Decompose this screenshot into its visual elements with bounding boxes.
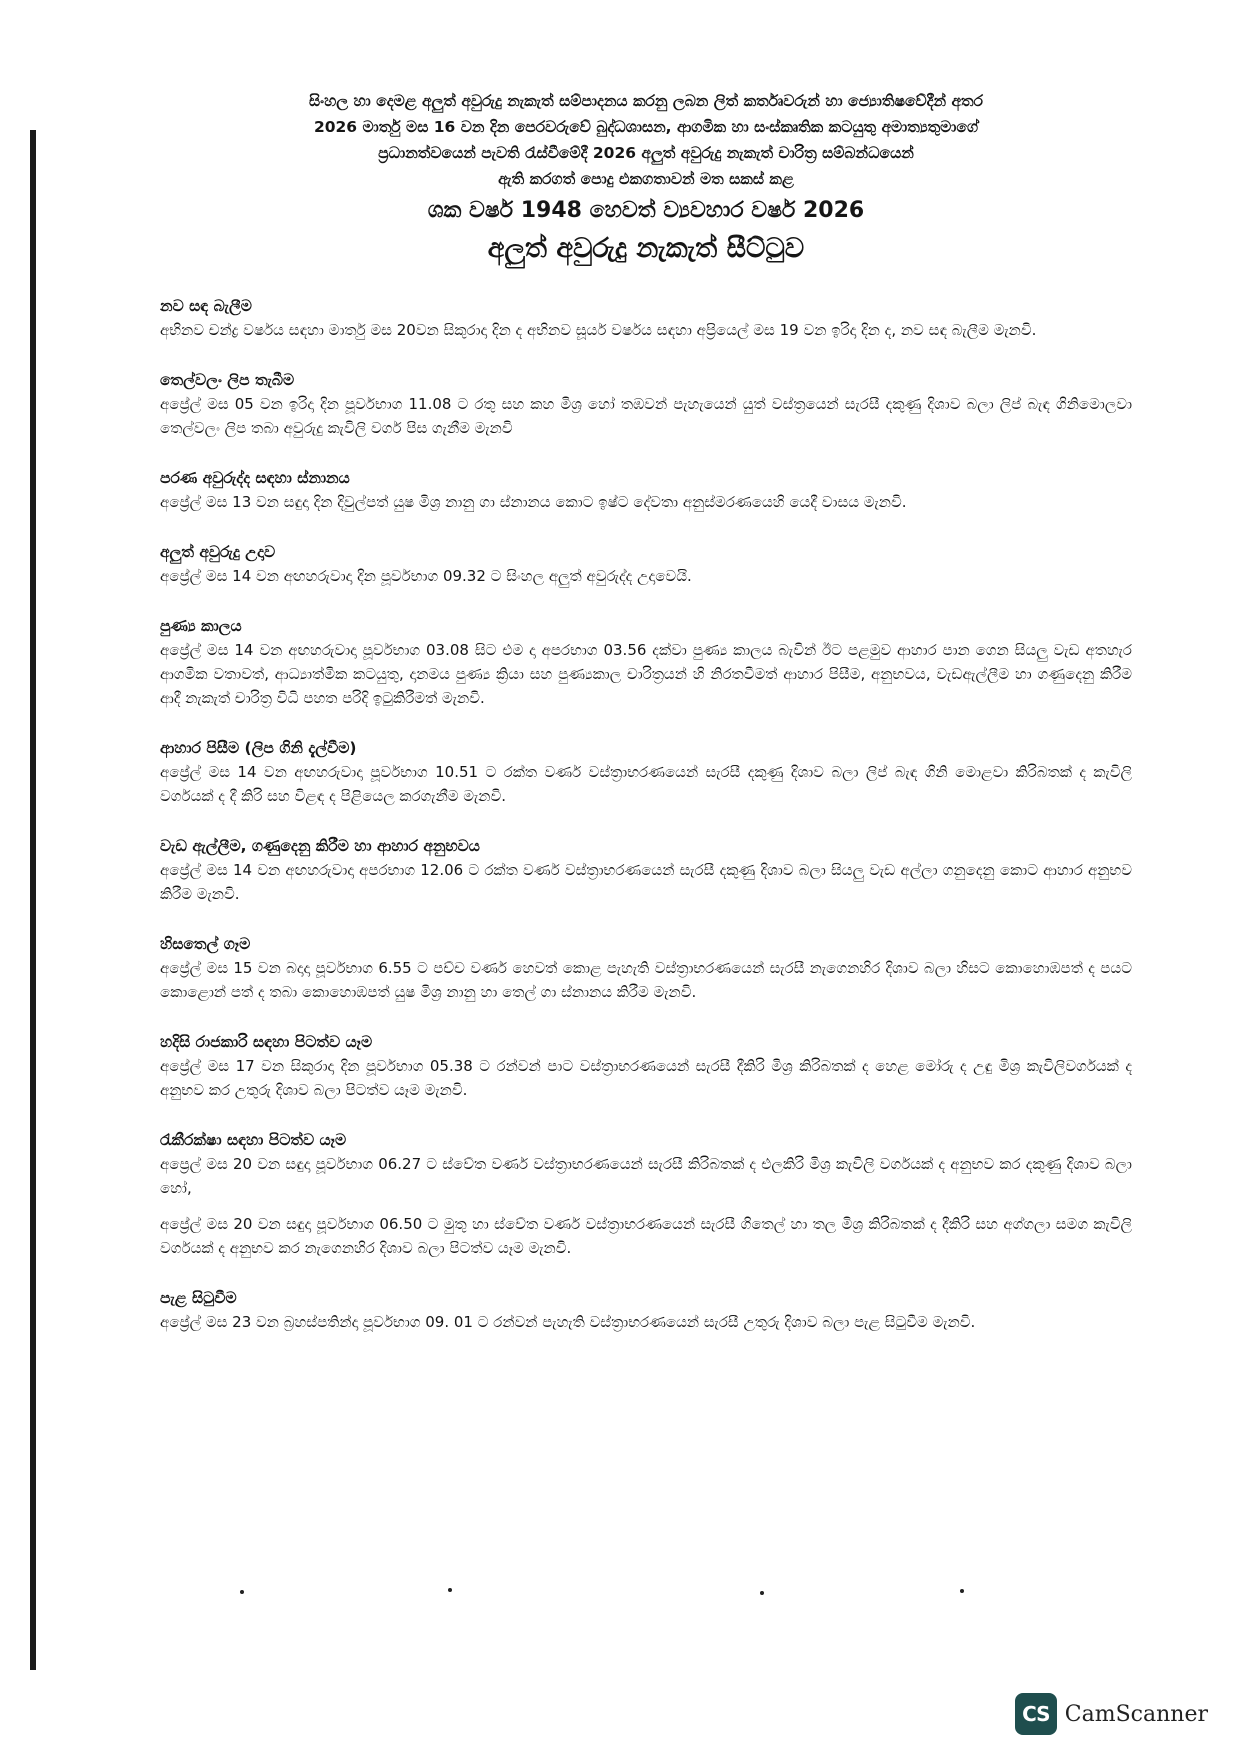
document-intro	[176, 88, 1116, 192]
scan-dot	[448, 1588, 452, 1592]
camscanner-logo-icon	[1015, 1693, 1057, 1735]
intro-line: 2026 මාර්තු මස 16 වන දින පෙරවරුවේ බුද්ධශාසන, ආගමික හා සංස්කෘතික කටයුතු අමාත්‍යතුමාගේ	[313, 118, 979, 136]
camscanner-label: CamScanner	[1064, 1701, 1208, 1727]
section-paragraph: අප්‍රෙල් මස 20 වන සඳුදා පූර්වභාග 06.27 ට ස්වේත වර්ණ වස්ත්‍රාභරණයෙන් සැරසී කිරිබතක් ද එලකිරි මිශ්‍ර කැවිලි වර්ගයක් ද අනුභව කර දකුණු දිශාව බලා හෝ,	[160, 1155, 1132, 1197]
camscanner-watermark	[1015, 1693, 1208, 1735]
document-page	[160, 88, 1132, 1360]
section-paragraph: අප්‍රේල් මස 17 වන සිකුරාදා දින පූර්වභාග 05.38 ට රන්වන් පාට වස්ත්‍රාභරණයෙන් සැරසී දීකිරි මිශ්‍ර කිරිබතක් ද හෙළ මෝරු ද උඳු මිශ්‍ර කැවිලිවර්ගයක් ද අනුභව කර උතුරු දිශාව බලා පිටත්ව යෑම මැනවි.	[160, 1057, 1132, 1099]
section-paragraph: අභිනව චන්ද්‍ර වර්ෂය සඳහා මාර්තු මස 20වන සිකුරාදා දින ද අභිනව සූර්ය වර්ෂය සඳහා අප්‍රියෙල් මස 19 වන ඉරිදා දින ද, නව සඳ බැලීම මැනවි.	[160, 321, 1037, 339]
document-section	[160, 294, 1132, 342]
section-heading: හදිසි රාජකාරි සඳහා පිටත්ව යෑම	[160, 1033, 373, 1051]
document-section	[160, 614, 1132, 710]
intro-line: ප්‍රධානත්වයෙන් පැවති රැස්වීමේදී 2026 අලුත් අවුරුදු නැකැත් චාරිත්‍ර සම්බන්ධයෙන්	[378, 144, 914, 162]
section-heading: රැකීරක්ෂා සඳහා පිටත්ව යෑම	[160, 1131, 347, 1149]
document-section	[160, 368, 1132, 440]
scan-edge-shadow	[30, 130, 36, 1670]
scan-dot	[240, 1590, 244, 1594]
document-section	[160, 932, 1132, 1004]
document-section	[160, 1286, 1132, 1334]
document-title: අලුත් අවුරුදු නැකැත් සීට්ටුව	[487, 233, 805, 264]
section-paragraph: අප්‍රේල් මස 13 වන සඳුදා දින දිවුල්පත් යුෂ මිශ්‍ර නානු ගා ස්නානය කොට ඉෂ්ට දේවතා අනුස්මරණයෙහි යෙදී වාසය මැනවි.	[160, 493, 907, 511]
section-paragraph: අප්‍රේල් මස 20 වන සඳුදා පූර්වභාග 06.50 ට මුතු හා ස්වේත වර්ණ වස්ත්‍රාභරණයෙන් සැරසී ගිතෙල් හා තල මිශ්‍ර කිරිබතක් ද දීකිරි සහ අග්ගලා සමග කැවිලි වර්ගයක් ද අනුභව කර නැගෙනහිර දිශාව බලා පිටත්ව යෑම මැනවි.	[160, 1215, 1132, 1257]
intro-line: සිංහල හා දෙමළ අලුත් අවුරුදු නැකැත් සම්පාදනය කරනු ලබන ලිත් කර්තෘවරුන් හා ජ්‍යොතිෂවේදීන් අතර	[308, 92, 984, 110]
section-paragraph: අප්‍රේල් මස 14 වන අඟහරුවාදා පූර්වභාග 03.08 සිට එම දා අපරභාග 03.56 දක්වා පුණ්‍ය කාලය බැවින් ඊට පළමුව ආහාර පාන ගෙන සියලු වැඩ අතහැර ආගමික වතාවත්, ආධ්‍යාත්මික කටයුතු, දානමය පුණ්‍ය ක්‍රියා සහ පුණ්‍යකාල චාරිත්‍රයන් හි නිරතවීමත් ආහාර පිසීම, අනුභවය, වැඩඇල්ලීම හා ගණුදෙනු කිරීම ආදී නැකැත් චාරිත්‍ර විධි පහත පරිදි ඉටුකිරීමත් මැනවි.	[160, 641, 1132, 707]
scan-dot	[960, 1589, 964, 1593]
section-heading: පරණ අවුරුද්ද සඳහා ස්නානය	[160, 469, 350, 487]
scan-artifact-dots	[0, 1588, 1240, 1598]
document-section	[160, 1030, 1132, 1102]
section-paragraph: අප්‍රේල් මස 14 වන අඟහරුවාදා දින පූර්වභාග 09.32 ට සිංහල අලුත් අවුරුද්ද උදාවෙයි.	[160, 567, 692, 585]
scan-dot	[760, 1591, 764, 1595]
section-heading: අලුත් අවුරුදු උදාව	[160, 543, 276, 561]
section-heading: ආහාර පිසීම (ලිප ගිනි දැල්වීම)	[160, 739, 357, 757]
document-section	[160, 540, 1132, 588]
intro-line: ඇති කරගත් පොදු එකගතාවන් මත සකස් කළ	[498, 170, 794, 188]
section-heading: නව සඳ බැලීම	[160, 297, 252, 315]
section-paragraph: අප්‍රේල් මස 05 වන ඉරිදා දින පූර්වභාග 11.08 ට රතු සහ කහ මිශ්‍ර හෝ තඹවන් පැහැයෙන් යුත් වස්ත්‍රයෙන් සැරසී දකුණු දිශාව බලා ලිප් බැඳ ගිනිමොලවා තෙල්වලං ලිප තබා අවුරුදු කැවිලි වර්ග පිස ගැනීම මැනවි	[160, 395, 1132, 437]
section-paragraph: අප්‍රේල් මස 14 වන අඟහරුවාදා පූර්වභාග 10.51 ට රක්ත වර්ණ වස්ත්‍රාභරණයෙන් සැරසී දකුණු දිශාව බලා ලිප් බැඳ ගිනි මොළවා කිරිබතක් ද කැවිලි වර්ගයක් ද දී කිරි සහ විළඳ ද පිළියෙල කරගැනීම මැනවි.	[160, 763, 1132, 805]
document-section	[160, 834, 1132, 906]
section-heading: පුණ්‍ය කාලය	[160, 617, 242, 635]
section-paragraph: අප්‍රේල් මස 15 වන බදාදා පූර්වභාග 6.55 ට පච්ච වර්ණ හෙවත් කොළ පැහැති වස්ත්‍රාභරණයෙන් සැරසී නැගෙනහිර දිශාව බලා හිසට කොහොඹපත් ද පයට කොළොන් පත් ද තබා කොහොඹපත් යුෂ මිශ්‍ර නානු හා තෙල් ගා ස්නානය කිරීම මැනවි.	[160, 959, 1132, 1001]
document-section	[160, 736, 1132, 808]
section-heading: වැඩ ඇල්ලීම, ගණුදෙනු කිරීම හා ආහාර අනුභවය	[160, 837, 480, 855]
document-section	[160, 1128, 1132, 1260]
camscanner-logo-letters: CS	[1022, 1702, 1050, 1726]
document-section	[160, 466, 1132, 514]
section-heading: හිසතෙල් ගෑම	[160, 935, 251, 953]
section-heading: තෙල්වලං ලිප තැබීම	[160, 371, 295, 389]
section-paragraph: අප්‍රේල් මස 23 වන බ්‍රහස්පතින්දා පූර්වභාග 09. 01 ට රන්වන් පැහැති වස්ත්‍රාභරණයෙන් සැරසී උතුරු දිශාව බලා පැළ සිටුවීම මැනවි.	[160, 1313, 976, 1331]
section-heading: පැළ සිටුවීම	[160, 1289, 237, 1307]
document-subtitle: ශක වර්ෂ 1948 හෙවත් ව්‍යවහාර වර්ෂ 2026	[427, 198, 865, 223]
section-paragraph: අප්‍රේල් මස 14 වන අඟහරුවාදා අපරභාග 12.06 ට රක්ත වර්ණ වස්ත්‍රාභරණයෙන් සැරසී දකුණු දිශාව බලා සියලු වැඩ අල්ලා ගනුදෙනු කොට ආහාර අනුභව කිරීම මැනවි.	[160, 861, 1132, 903]
sections-list	[160, 294, 1132, 1334]
